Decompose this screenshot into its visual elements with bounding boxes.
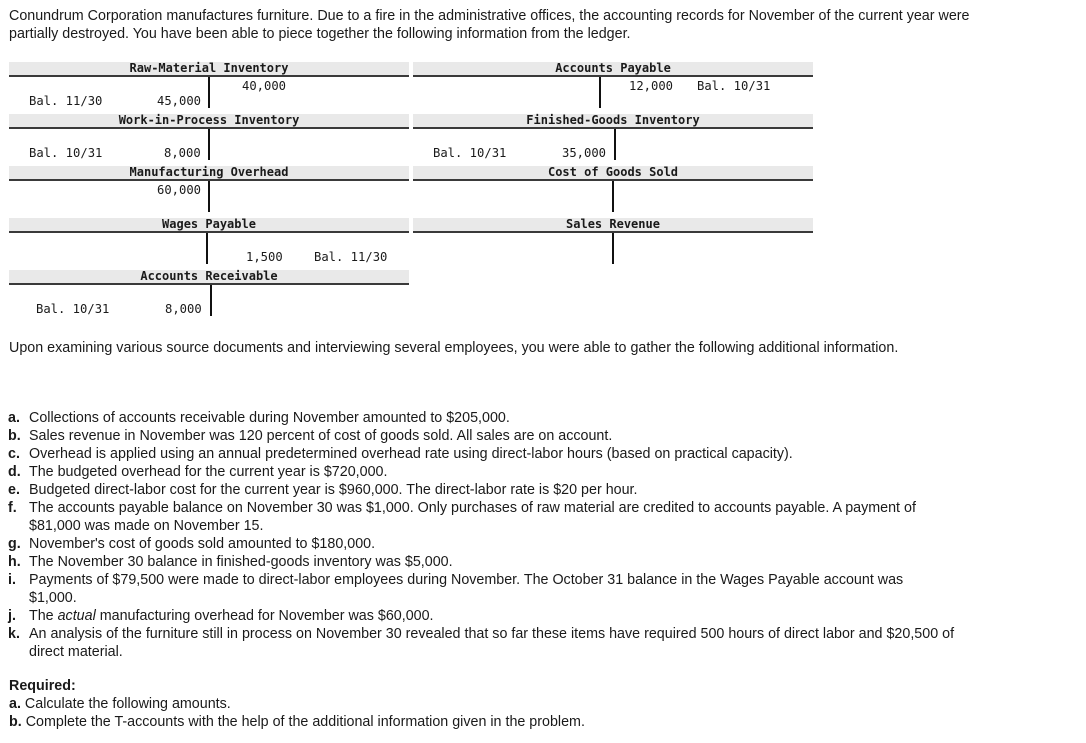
list-item	[8, 481, 1069, 499]
required-item-b	[9, 713, 585, 731]
item-letter: b.	[8, 428, 21, 444]
credit-amount: 40,000	[242, 79, 287, 93]
list-item	[8, 409, 1069, 427]
item-text: Budgeted direct-labor cost for the current year is $960,000. The direct-labor rate is $20 per hour.	[29, 482, 638, 498]
list-item	[8, 607, 1069, 625]
list-item	[8, 571, 919, 607]
t-account-title: Accounts Receivable	[9, 270, 409, 285]
t-account-wages-payable	[9, 218, 409, 268]
intro-paragraph: Conundrum Corporation manufactures furniture. Due to a fire in the administrative offices, the accounting records for November of the current year were partially destroyed. You have been able to piece together the following information from the ledger.	[9, 8, 970, 42]
required-section	[9, 677, 585, 731]
t-account-divider	[208, 77, 210, 108]
item-text: An analysis of the furniture still in process on November 30 revealed that so far these items have required 500 hours of direct labor and $20,500 of direct material.	[29, 626, 955, 660]
t-account-accounts-payable	[413, 62, 813, 112]
t-account-raw-material	[9, 62, 409, 112]
item-text-italic: actual	[57, 608, 96, 624]
additional-info-list	[8, 409, 1069, 661]
item-text: Payments of $79,500 were made to direct-labor employees during November. The October 31 balance in the Wages Payable account was $1,000.	[29, 572, 904, 606]
item-letter: e.	[8, 482, 20, 498]
item-text: November's cost of goods sold amounted to $180,000.	[29, 536, 376, 552]
t-account-divider	[612, 181, 614, 212]
t-account-title: Cost of Goods Sold	[413, 166, 813, 181]
t-account-title: Work-in-Process Inventory	[9, 114, 409, 129]
list-item	[8, 463, 1069, 481]
item-letter: k.	[8, 626, 20, 642]
t-account-accounts-receivable	[9, 270, 409, 320]
t-account-title: Wages Payable	[9, 218, 409, 233]
item-text: Sales revenue in November was 120 percent of cost of goods sold. All sales are on account.	[29, 428, 613, 444]
t-account-finished-goods	[413, 114, 813, 164]
t-account-divider	[210, 285, 212, 316]
debit-label: Bal. 10/31	[29, 146, 103, 160]
credit-label: Bal. 10/31	[697, 79, 771, 93]
t-account-divider	[208, 129, 210, 160]
additional-info-intro: Upon examining various source documents and interviewing several employees, you were able to gather the following additional information.	[9, 340, 899, 356]
list-item	[8, 625, 964, 661]
item-letter: d.	[8, 464, 21, 480]
item-letter: c.	[8, 446, 20, 462]
item-letter: i.	[8, 572, 16, 588]
debit-label: Bal. 11/30	[29, 94, 103, 108]
item-letter: h.	[8, 554, 21, 570]
credit-label: Bal. 11/30	[314, 250, 388, 264]
t-account-divider	[599, 77, 601, 108]
item-text: The accounts payable balance on November 30 was $1,000. Only purchases of raw material are credited to accounts payable. A payment of $81,000 was made on November 15.	[29, 500, 916, 534]
t-account-sales-revenue	[413, 218, 813, 268]
item-letter: j.	[8, 608, 16, 624]
item-text-after: manufacturing overhead for November was $60,000.	[95, 608, 434, 624]
debit-label: Bal. 10/31	[433, 146, 507, 160]
item-text-before: The	[29, 608, 58, 624]
debit-amount: 60,000	[157, 183, 202, 197]
t-account-divider	[614, 129, 616, 160]
debit-amount: 8,000	[164, 146, 201, 160]
item-text: The November 30 balance in finished-goods inventory was $5,000.	[29, 554, 453, 570]
debit-amount: 45,000	[157, 94, 202, 108]
item-text: Overhead is applied using an annual predetermined overhead rate using direct-labor hours (based on practical capacity).	[29, 446, 793, 462]
debit-amount: 35,000	[562, 146, 607, 160]
t-account-title: Raw-Material Inventory	[9, 62, 409, 77]
t-account-divider	[206, 233, 208, 264]
list-item	[8, 535, 1069, 553]
t-account-divider	[612, 233, 614, 264]
debit-amount: 8,000	[165, 302, 202, 316]
list-item	[8, 445, 1069, 463]
t-account-title: Sales Revenue	[413, 218, 813, 233]
item-text: Collections of accounts receivable during November amounted to $205,000.	[29, 410, 510, 426]
item-letter: a.	[9, 696, 21, 712]
item-letter: f.	[8, 500, 17, 516]
t-account-title: Manufacturing Overhead	[9, 166, 409, 181]
credit-amount: 1,500	[246, 250, 283, 264]
t-account-title: Finished-Goods Inventory	[413, 114, 813, 129]
list-item	[8, 427, 1069, 445]
t-account-title: Accounts Payable	[413, 62, 813, 77]
item-text: Calculate the following amounts.	[24, 696, 231, 712]
t-account-manufacturing-overhead	[9, 166, 409, 216]
required-item-a	[9, 695, 585, 713]
item-letter: b.	[9, 714, 22, 730]
item-letter: a.	[8, 410, 20, 426]
item-text: The budgeted overhead for the current year is $720,000.	[29, 464, 388, 480]
t-account-cost-of-goods-sold	[413, 166, 813, 216]
credit-amount: 12,000	[629, 79, 674, 93]
debit-label: Bal. 10/31	[36, 302, 110, 316]
t-account-work-in-process	[9, 114, 409, 164]
item-letter: g.	[8, 536, 21, 552]
item-text: Complete the T-accounts with the help of the additional information given in the problem.	[25, 714, 585, 730]
t-account-divider	[208, 181, 210, 212]
list-item	[8, 499, 944, 535]
required-heading: Required:	[9, 678, 76, 694]
list-item	[8, 553, 1069, 571]
